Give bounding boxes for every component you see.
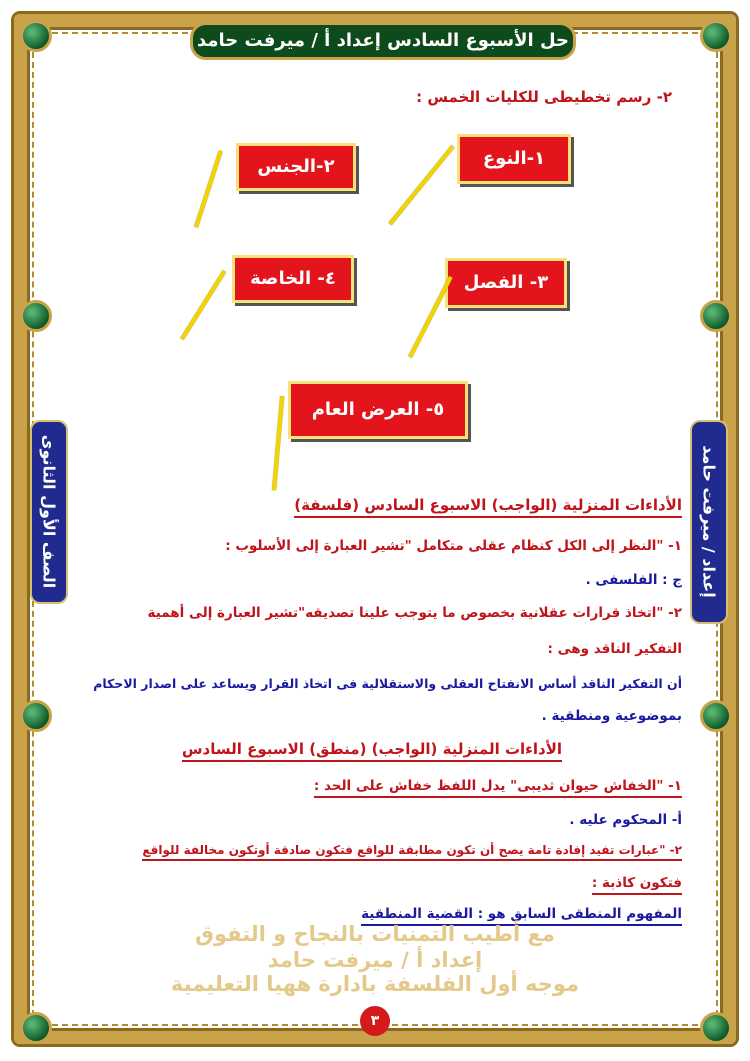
- question-text: ١- "الخفاش حيوان ثديبى" يدل اللفظ خفاش على الحد :: [314, 778, 682, 798]
- homework-philosophy-heading: الأداءات المنزلية (الواجب) الاسبوع السادس (فلسفة): [294, 496, 682, 518]
- side-label-left: [30, 420, 68, 604]
- author-label: إعداد / ميرفت حامد: [699, 445, 719, 598]
- corner-bead-top-left: [20, 20, 52, 52]
- diagram-box-genus: ٢-الجنس: [236, 143, 356, 191]
- diagram-box-property: ٤- الخاصة: [232, 255, 354, 303]
- diagram-box-accident: ٥- العرض العام: [288, 381, 468, 439]
- side-bead-right: [700, 300, 732, 332]
- grade-label: الصف الأول الثانوى: [39, 434, 59, 589]
- homework-logic-heading: الأداءات المنزلية (الواجب) (منطق) الاسبوع السادس: [182, 740, 562, 762]
- answer-text: المفهوم المنطقى السابق هو : القضية المنطقية: [361, 906, 682, 926]
- page-number: ٣: [360, 1006, 390, 1036]
- question-text: ٢- "عبارات تفيد إفادة تامة يصح أن تكون مطابقة للواقع فتكون صادقة أوتكون مخالفة للواقع: [142, 843, 682, 861]
- side-bead-left-lower: [20, 700, 52, 732]
- diagram-heading: ٢- رسم تخطيطى للكليات الخمس :: [416, 88, 672, 106]
- corner-bead-bottom-left: [20, 1012, 52, 1044]
- question-text: فتكون كاذبة :: [592, 875, 682, 895]
- footer-position: موجه أول الفلسفة بادارة ههيا التعليمية: [170, 972, 580, 996]
- answer-text: بموضوعية ومنطقية .: [541, 708, 682, 724]
- question-text: التفكير الناقد وهى :: [547, 641, 682, 657]
- corner-bead-bottom-right: [700, 1012, 732, 1044]
- side-bead-left: [20, 300, 52, 332]
- answer-text: أن التفكير الناقد أساس الانفتاح العقلى والاستقلالية فى اتخاذ القرار ويساعد على اصدار الاحكام: [93, 676, 682, 691]
- answer-text: ج : الفلسفى .: [585, 572, 682, 588]
- corner-bead-top-right: [700, 20, 732, 52]
- side-label-right: [690, 420, 728, 624]
- question-text: ٢- "اتخاذ قرارات عقلانية بخصوص ما يتوجب علينا تصديقه"تشير العبارة إلى أهمية: [147, 605, 682, 621]
- side-bead-right-lower: [700, 700, 732, 732]
- diagram-box-difference: ٣- الفصل: [445, 258, 567, 308]
- footer-author: إعداد أ / ميرفت حامد: [267, 948, 483, 972]
- footer-wishes: مع أطيب التمنيات بالنجاح و التفوق: [195, 922, 555, 946]
- question-text: ١- "النظر إلى الكل كنظام عقلى متكامل "تشير العبارة إلى الأسلوب :: [225, 538, 682, 554]
- answer-text: أ- المحكوم عليه .: [569, 812, 682, 828]
- page-title: حل الأسبوع السادس إعداد أ / ميرفت حامد: [190, 22, 576, 60]
- diagram-box-species: ١-النوع: [457, 134, 571, 184]
